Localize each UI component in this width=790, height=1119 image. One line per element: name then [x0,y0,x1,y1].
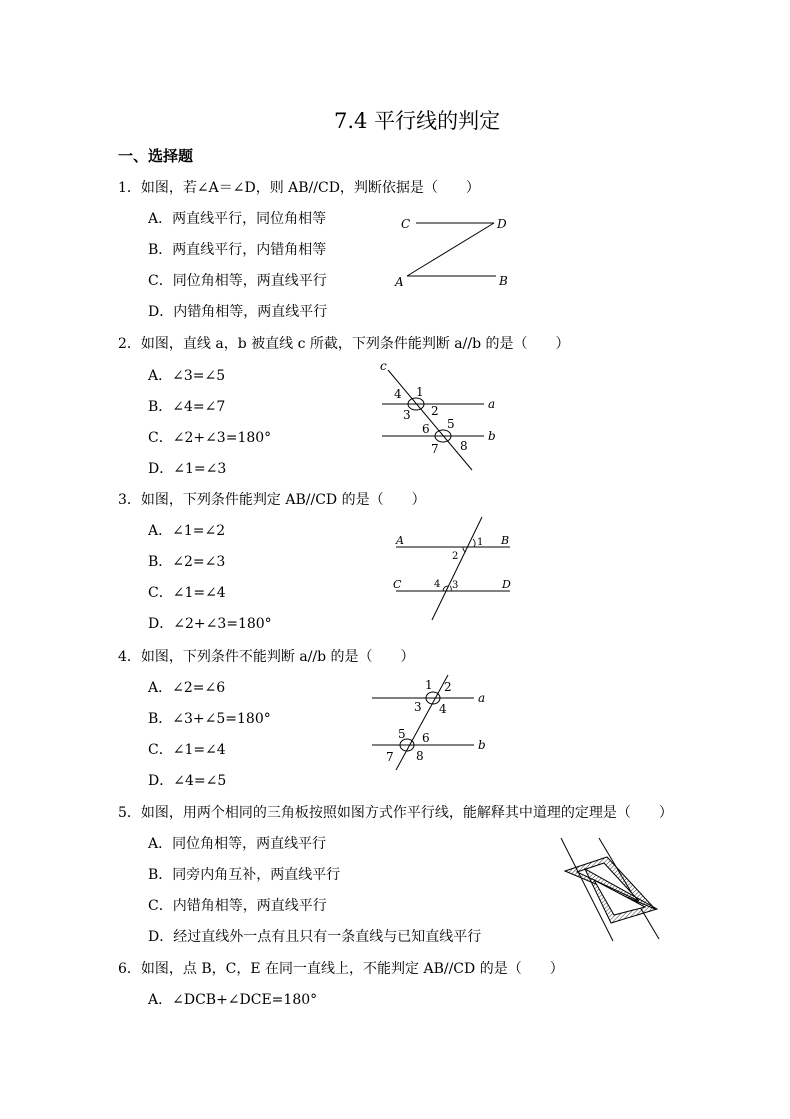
question-3-option-c[interactable]: C．∠1=∠4 [148,585,226,601]
label-b: b [488,429,496,443]
question-6-option-a[interactable]: A．∠DCB+∠DCE=180° [148,992,318,1008]
section-heading: 一、选择题 [118,147,194,165]
question-1-option-c[interactable]: C．同位角相等，两直线平行 [148,273,327,289]
label-6: 6 [422,422,430,436]
label-3: 3 [452,580,459,591]
question-5-option-d[interactable]: D．经过直线外一点有且只有一条直线与已知直线平行 [148,929,482,945]
label-3: 3 [414,700,422,714]
question-5-option-a[interactable]: A．同位角相等，两直线平行 [148,836,327,852]
label-c: c [380,359,387,373]
label-8: 8 [416,749,424,763]
question-4-option-a[interactable]: A．∠2=∠6 [148,680,226,696]
page-title: 7.4 平行线的判定 [334,109,501,133]
label-2: 2 [444,680,452,694]
question-2-option-a[interactable]: A．∠3=∠5 [148,368,226,384]
question-4-option-c[interactable]: C．∠1=∠4 [148,742,226,758]
question-3-option-a[interactable]: A．∠1=∠2 [148,523,226,539]
question-3-figure [388,514,518,624]
question-5-option-b[interactable]: B．同旁内角互补，两直线平行 [148,867,341,883]
question-2-option-b[interactable]: B．∠4=∠7 [148,399,226,415]
label-7: 7 [386,750,394,764]
question-1-option-a[interactable]: A．两直线平行，同位角相等 [148,211,327,227]
question-1-figure [390,210,520,295]
question-2-figure [372,358,512,476]
question-4-option-b[interactable]: B．∠3+∠5=180° [148,711,271,727]
label-a: a [478,691,486,705]
label-b: b [478,738,486,752]
question-3-option-b[interactable]: B．∠2=∠3 [148,554,226,570]
label-5: 5 [447,417,455,431]
question-2-option-d[interactable]: D．∠1=∠3 [148,461,227,477]
label-5: 5 [398,727,406,741]
question-4-option-d[interactable]: D．∠4=∠5 [148,773,227,789]
question-1-stem: 1．如图，若∠A＝∠D，则 AB//CD，判断依据是（ ） [118,180,480,196]
question-1-option-d[interactable]: D．内错角相等，两直线平行 [148,304,328,320]
label-4: 4 [434,579,441,590]
question-3-stem: 3．如图，下列条件能判定 AB//CD 的是（ ） [118,492,426,508]
label-1: 1 [477,537,484,548]
question-4-stem: 4．如图，下列条件不能判断 a//b 的是（ ） [118,649,415,665]
question-2-stem: 2．如图，直线 a，b 被直线 c 所截，下列条件能判断 a//b 的是（ ） [118,336,570,352]
segment-ad [407,223,494,276]
label-b: B [499,274,508,288]
question-5-option-c[interactable]: C．内错角相等，两直线平行 [148,898,327,914]
label-d: D [497,217,507,231]
question-5-figure [555,835,670,945]
label-3: 3 [403,408,411,422]
label-c: C [393,578,402,591]
question-3-option-d[interactable]: D．∠2+∠3=180° [148,616,272,632]
line-c [388,370,472,470]
label-a: A [396,534,404,547]
transversal [432,517,482,620]
question-1-option-b[interactable]: B．两直线平行，内错角相等 [148,242,327,258]
question-4-figure [366,672,496,772]
label-4: 4 [439,702,447,716]
label-8: 8 [460,439,468,453]
angle-1-arc [473,539,475,547]
label-6: 6 [422,731,430,745]
question-2-option-c[interactable]: C．∠2+∠3=180° [148,430,272,446]
label-2: 2 [452,551,459,562]
label-b: B [501,534,510,547]
label-d: D [502,578,511,591]
label-1: 1 [416,385,424,399]
question-6-stem: 6．如图，点 B，C，E 在同一直线上，不能判定 AB//CD 的是（ ） [118,961,564,977]
label-c: C [401,217,411,231]
label-a: a [488,397,496,411]
label-2: 2 [431,404,439,418]
label-4: 4 [394,387,402,401]
question-5-stem: 5．如图，用两个相同的三角板按照如图方式作平行线，能解释其中道理的定理是（ ） [118,805,673,821]
label-7: 7 [431,442,439,456]
label-1: 1 [425,678,433,692]
label-a: A [395,275,404,289]
